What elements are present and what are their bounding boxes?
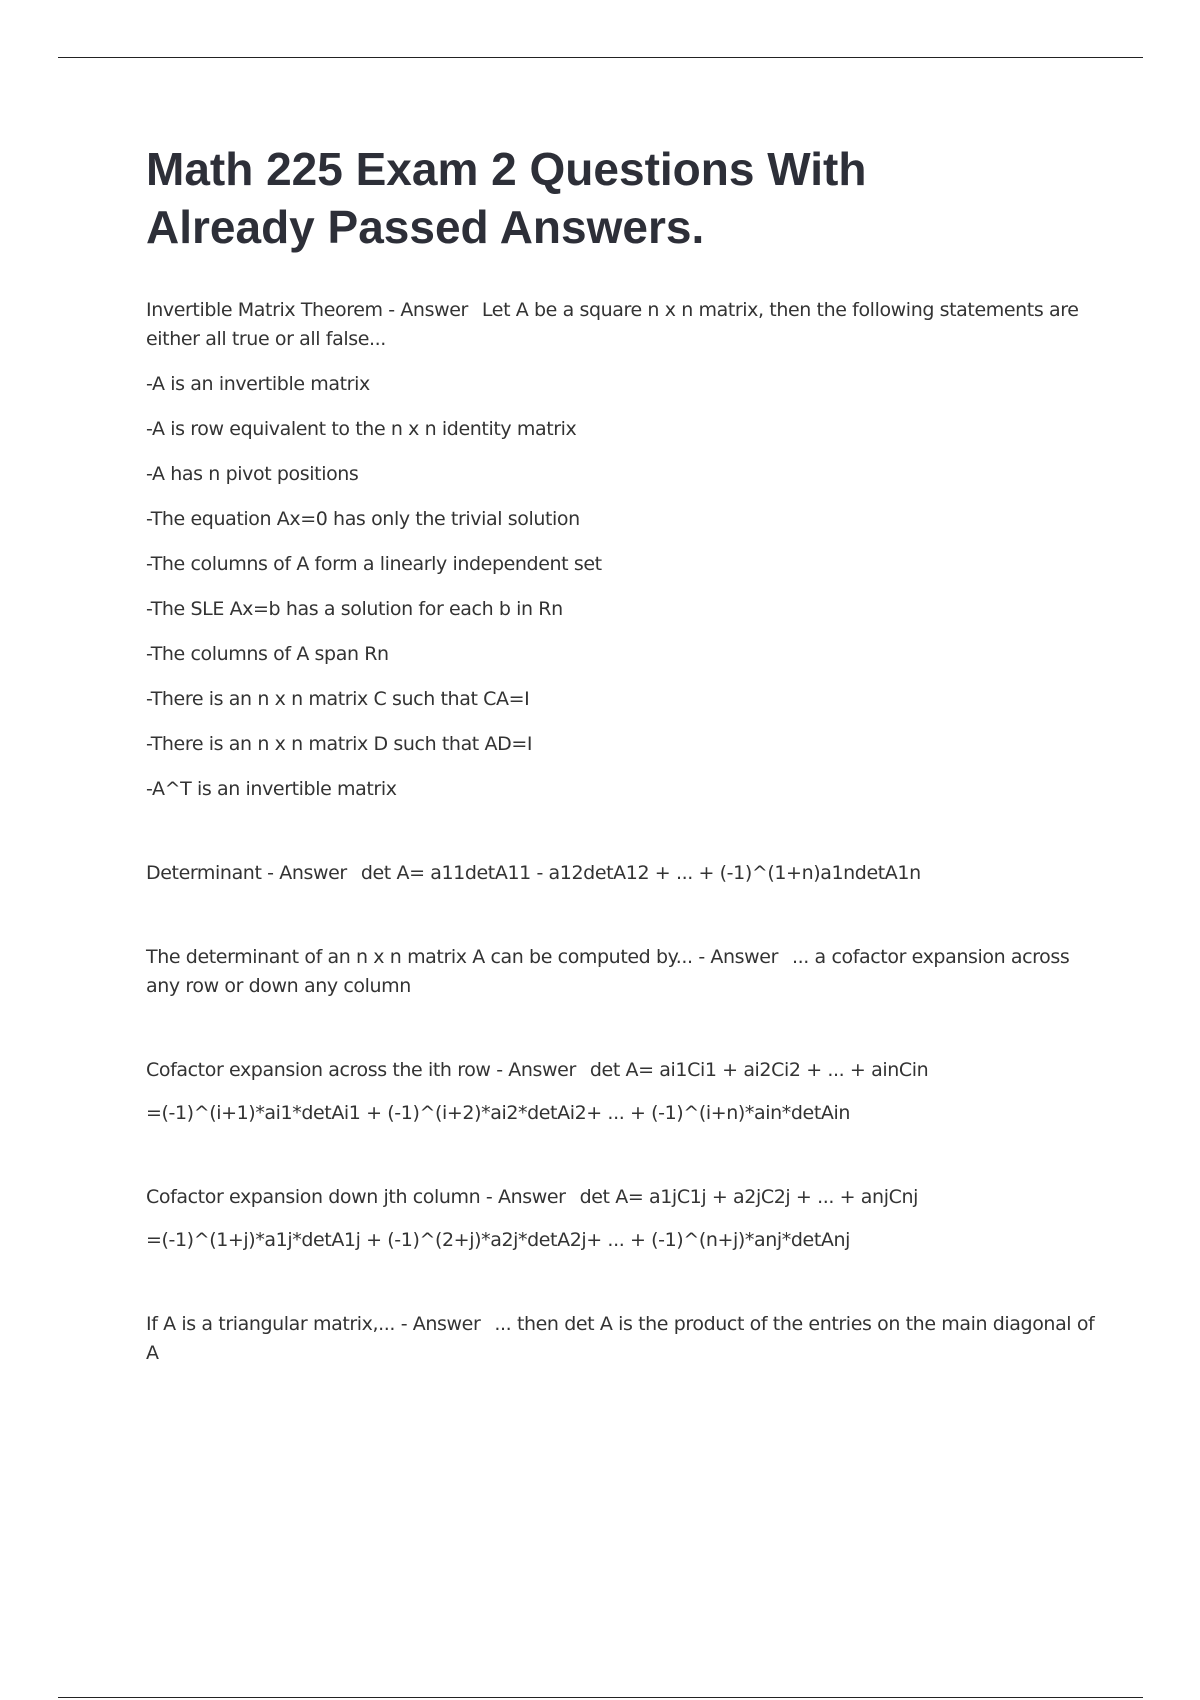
determinant-qa xyxy=(146,859,1096,888)
triangular-qa xyxy=(146,1310,1096,1368)
cofactor-col-continuation: =(-1)^(1+j)*a1j*detA1j + (-1)^(2+j)*a2j*detA2j+ ... + (-1)^(n+j)*anj*detAnj xyxy=(146,1229,850,1251)
answer-text: Let A be a square n x n matrix, then the following statements are either all true or all false... xyxy=(146,299,1079,350)
answer-text: det A= ai1Ci1 + ai2Ci2 + ... + ainCin xyxy=(589,1059,929,1081)
list-item: -There is an n x n matrix D such that AD=I xyxy=(146,733,533,755)
list-item: -A is row equivalent to the n x n identity matrix xyxy=(146,418,577,440)
list-item: -A is an invertible matrix xyxy=(146,373,370,395)
cofactor-row-qa xyxy=(146,1056,1096,1085)
question-text: The determinant of an n x n matrix A can be computed by... - Answer xyxy=(146,946,778,968)
bottom-rule xyxy=(58,1697,1143,1698)
list-item: -The SLE Ax=b has a solution for each b in Rn xyxy=(146,598,563,620)
list-item: -The columns of A span Rn xyxy=(146,643,389,665)
answer-text: det A= a11detA11 - a12detA12 + ... + (-1)^(1+n)a1ndetA1n xyxy=(360,862,921,884)
question-text: Cofactor expansion down jth column - Answer xyxy=(146,1186,566,1208)
cofactor-row-continuation: =(-1)^(i+1)*ai1*detAi1 + (-1)^(i+2)*ai2*detAi2+ ... + (-1)^(i+n)*ain*detAin xyxy=(146,1102,850,1124)
question-text: Determinant - Answer xyxy=(146,862,347,884)
answer-text: ... a cofactor expansion across any row or down any column xyxy=(146,946,1070,997)
question-text: Invertible Matrix Theorem - Answer xyxy=(146,299,468,321)
document-body xyxy=(146,140,1096,1368)
question-text: If A is a triangular matrix,... - Answer xyxy=(146,1313,481,1335)
question-text: Cofactor expansion across the ith row - Answer xyxy=(146,1059,576,1081)
imt-question xyxy=(146,296,1096,354)
list-item: -The equation Ax=0 has only the trivial solution xyxy=(146,508,580,530)
top-rule xyxy=(58,57,1143,58)
page-title xyxy=(146,140,1096,256)
det-compute-qa xyxy=(146,943,1096,1001)
list-item: -There is an n x n matrix C such that CA=I xyxy=(146,688,530,710)
title-line-1: Math 225 Exam 2 Questions With xyxy=(146,143,867,195)
cofactor-col-qa xyxy=(146,1183,1096,1212)
list-item: -A has n pivot positions xyxy=(146,463,359,485)
answer-text: det A= a1jC1j + a2jC2j + ... + anjCnj xyxy=(579,1186,918,1208)
title-line-2: Already Passed Answers. xyxy=(146,201,705,253)
answer-text: ... then det A is the product of the entries on the main diagonal of A xyxy=(146,1313,1095,1364)
list-item: -The columns of A form a linearly independent set xyxy=(146,553,602,575)
list-item: -A^T is an invertible matrix xyxy=(146,778,397,800)
